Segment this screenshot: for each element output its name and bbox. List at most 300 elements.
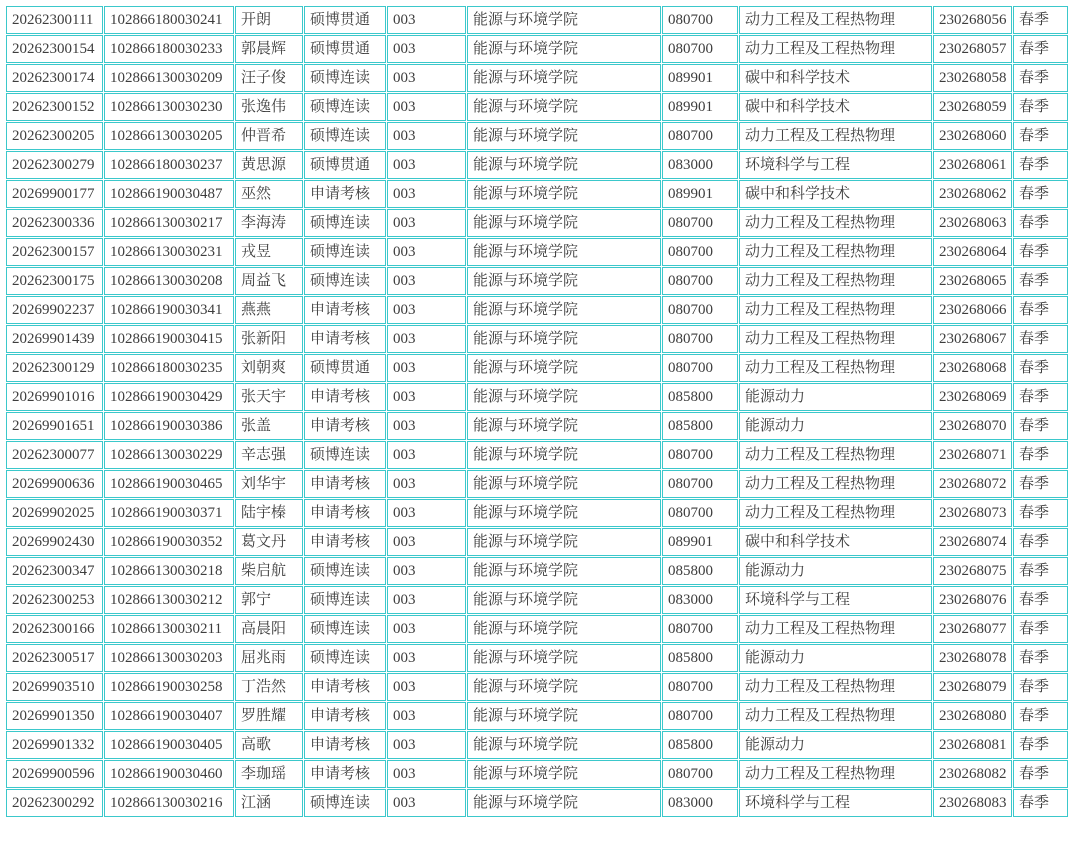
table-row: [6, 6, 1068, 34]
cell-college: 能源与环境学院: [467, 441, 661, 469]
cell-semester: 春季: [1013, 644, 1068, 672]
cell-serial-number: 230268063: [933, 209, 1012, 237]
cell-admission-type: 申请考核: [304, 702, 386, 730]
cell-department-code: 003: [387, 35, 466, 63]
cell-college: 能源与环境学院: [467, 412, 661, 440]
cell-department-code: 003: [387, 151, 466, 179]
cell-major-name: 能源动力: [739, 412, 932, 440]
cell-college: 能源与环境学院: [467, 760, 661, 788]
cell-serial-number: 230268069: [933, 383, 1012, 411]
cell-serial-number: 230268074: [933, 528, 1012, 556]
cell-name: 柴启航: [235, 557, 303, 585]
cell-name: 燕燕: [235, 296, 303, 324]
table-row: [6, 673, 1068, 701]
cell-major-code: 080700: [662, 209, 738, 237]
cell-name: 戎昱: [235, 238, 303, 266]
cell-major-name: 能源动力: [739, 383, 932, 411]
cell-college: 能源与环境学院: [467, 528, 661, 556]
cell-name: 李珈瑶: [235, 760, 303, 788]
cell-student-id: 20269901016: [6, 383, 103, 411]
cell-semester: 春季: [1013, 731, 1068, 759]
cell-college: 能源与环境学院: [467, 354, 661, 382]
cell-serial-number: 230268070: [933, 412, 1012, 440]
cell-student-id: 20269901651: [6, 412, 103, 440]
cell-admission-type: 硕博连读: [304, 557, 386, 585]
cell-admission-type: 硕博贯通: [304, 354, 386, 382]
table-row: [6, 441, 1068, 469]
cell-serial-number: 230268066: [933, 296, 1012, 324]
cell-major-name: 环境科学与工程: [739, 586, 932, 614]
cell-student-id: 20262300279: [6, 151, 103, 179]
cell-major-code: 089901: [662, 64, 738, 92]
cell-name: 高晨阳: [235, 615, 303, 643]
cell-major-name: 能源动力: [739, 557, 932, 585]
cell-major-code: 080700: [662, 470, 738, 498]
cell-student-id: 20262300166: [6, 615, 103, 643]
cell-department-code: 003: [387, 267, 466, 295]
cell-major-name: 动力工程及工程热物理: [739, 122, 932, 150]
cell-department-code: 003: [387, 6, 466, 34]
table-row: [6, 586, 1068, 614]
cell-department-code: 003: [387, 470, 466, 498]
cell-admission-type: 硕博连读: [304, 789, 386, 817]
table-row: [6, 470, 1068, 498]
cell-major-code: 080700: [662, 615, 738, 643]
cell-candidate-number: 102866130030203: [104, 644, 234, 672]
cell-student-id: 20269901439: [6, 325, 103, 353]
cell-major-name: 碳中和科学技术: [739, 64, 932, 92]
cell-department-code: 003: [387, 760, 466, 788]
cell-admission-type: 硕博连读: [304, 267, 386, 295]
cell-student-id: 20269901350: [6, 702, 103, 730]
cell-college: 能源与环境学院: [467, 702, 661, 730]
cell-serial-number: 230268059: [933, 93, 1012, 121]
table-row: [6, 296, 1068, 324]
table-row: [6, 789, 1068, 817]
cell-department-code: 003: [387, 528, 466, 556]
cell-admission-type: 申请考核: [304, 296, 386, 324]
cell-student-id: 20269902237: [6, 296, 103, 324]
cell-student-id: 20262300111: [6, 6, 103, 34]
cell-department-code: 003: [387, 731, 466, 759]
cell-serial-number: 230268078: [933, 644, 1012, 672]
cell-candidate-number: 102866180030241: [104, 6, 234, 34]
cell-name: 张新阳: [235, 325, 303, 353]
table-row: [6, 238, 1068, 266]
cell-admission-type: 申请考核: [304, 731, 386, 759]
cell-student-id: 20262300077: [6, 441, 103, 469]
cell-candidate-number: 102866190030386: [104, 412, 234, 440]
cell-department-code: 003: [387, 354, 466, 382]
cell-serial-number: 230268077: [933, 615, 1012, 643]
cell-admission-type: 硕博连读: [304, 586, 386, 614]
cell-name: 刘华宇: [235, 470, 303, 498]
table-row: [6, 702, 1068, 730]
cell-student-id: 20269902430: [6, 528, 103, 556]
cell-major-name: 动力工程及工程热物理: [739, 296, 932, 324]
cell-major-code: 080700: [662, 441, 738, 469]
cell-semester: 春季: [1013, 64, 1068, 92]
cell-candidate-number: 102866190030415: [104, 325, 234, 353]
cell-candidate-number: 102866190030341: [104, 296, 234, 324]
cell-admission-type: 申请考核: [304, 412, 386, 440]
cell-semester: 春季: [1013, 93, 1068, 121]
cell-student-id: 20262300174: [6, 64, 103, 92]
cell-serial-number: 230268058: [933, 64, 1012, 92]
cell-major-name: 动力工程及工程热物理: [739, 238, 932, 266]
cell-college: 能源与环境学院: [467, 180, 661, 208]
cell-major-code: 080700: [662, 499, 738, 527]
cell-student-id: 20269900177: [6, 180, 103, 208]
cell-semester: 春季: [1013, 499, 1068, 527]
cell-department-code: 003: [387, 557, 466, 585]
cell-serial-number: 230268064: [933, 238, 1012, 266]
cell-major-name: 能源动力: [739, 644, 932, 672]
cell-candidate-number: 102866130030216: [104, 789, 234, 817]
cell-serial-number: 230268062: [933, 180, 1012, 208]
cell-college: 能源与环境学院: [467, 93, 661, 121]
cell-major-name: 动力工程及工程热物理: [739, 441, 932, 469]
cell-serial-number: 230268082: [933, 760, 1012, 788]
cell-department-code: 003: [387, 93, 466, 121]
cell-semester: 春季: [1013, 383, 1068, 411]
cell-serial-number: 230268075: [933, 557, 1012, 585]
cell-department-code: 003: [387, 325, 466, 353]
cell-admission-type: 硕博连读: [304, 238, 386, 266]
table-row: [6, 499, 1068, 527]
cell-student-id: 20262300336: [6, 209, 103, 237]
cell-admission-type: 硕博贯通: [304, 35, 386, 63]
cell-admission-type: 申请考核: [304, 528, 386, 556]
cell-student-id: 20262300292: [6, 789, 103, 817]
cell-department-code: 003: [387, 702, 466, 730]
cell-candidate-number: 102866130030231: [104, 238, 234, 266]
cell-college: 能源与环境学院: [467, 267, 661, 295]
cell-major-name: 动力工程及工程热物理: [739, 325, 932, 353]
cell-admission-type: 硕博连读: [304, 644, 386, 672]
cell-major-name: 动力工程及工程热物理: [739, 6, 932, 34]
cell-name: 江涵: [235, 789, 303, 817]
cell-college: 能源与环境学院: [467, 499, 661, 527]
cell-name: 罗胜耀: [235, 702, 303, 730]
cell-student-id: 20262300157: [6, 238, 103, 266]
cell-admission-type: 硕博连读: [304, 441, 386, 469]
cell-admission-type: 硕博连读: [304, 209, 386, 237]
cell-semester: 春季: [1013, 528, 1068, 556]
cell-candidate-number: 102866190030352: [104, 528, 234, 556]
cell-major-code: 080700: [662, 760, 738, 788]
cell-department-code: 003: [387, 180, 466, 208]
table-row: [6, 93, 1068, 121]
cell-college: 能源与环境学院: [467, 151, 661, 179]
cell-college: 能源与环境学院: [467, 789, 661, 817]
table-row: [6, 354, 1068, 382]
cell-candidate-number: 102866130030229: [104, 441, 234, 469]
cell-major-code: 085800: [662, 731, 738, 759]
cell-admission-type: 申请考核: [304, 760, 386, 788]
cell-college: 能源与环境学院: [467, 325, 661, 353]
table-row: [6, 557, 1068, 585]
cell-candidate-number: 102866190030371: [104, 499, 234, 527]
cell-admission-type: 申请考核: [304, 325, 386, 353]
cell-name: 黄思源: [235, 151, 303, 179]
cell-college: 能源与环境学院: [467, 673, 661, 701]
table-row: [6, 267, 1068, 295]
cell-candidate-number: 102866130030230: [104, 93, 234, 121]
cell-college: 能源与环境学院: [467, 209, 661, 237]
cell-semester: 春季: [1013, 122, 1068, 150]
cell-major-name: 环境科学与工程: [739, 151, 932, 179]
cell-admission-type: 硕博连读: [304, 64, 386, 92]
cell-serial-number: 230268057: [933, 35, 1012, 63]
cell-college: 能源与环境学院: [467, 122, 661, 150]
cell-candidate-number: 102866190030487: [104, 180, 234, 208]
admissions-table: [5, 5, 1069, 818]
cell-student-id: 20262300152: [6, 93, 103, 121]
cell-name: 周益飞: [235, 267, 303, 295]
cell-semester: 春季: [1013, 35, 1068, 63]
cell-major-code: 080700: [662, 702, 738, 730]
table-row: [6, 528, 1068, 556]
cell-semester: 春季: [1013, 354, 1068, 382]
cell-semester: 春季: [1013, 151, 1068, 179]
cell-name: 辛志强: [235, 441, 303, 469]
cell-candidate-number: 102866190030429: [104, 383, 234, 411]
cell-serial-number: 230268056: [933, 6, 1012, 34]
table-row: [6, 383, 1068, 411]
cell-college: 能源与环境学院: [467, 296, 661, 324]
cell-major-code: 080700: [662, 6, 738, 34]
cell-serial-number: 230268065: [933, 267, 1012, 295]
cell-college: 能源与环境学院: [467, 731, 661, 759]
cell-student-id: 20269900636: [6, 470, 103, 498]
cell-major-code: 085800: [662, 644, 738, 672]
cell-serial-number: 230268072: [933, 470, 1012, 498]
table-row: [6, 64, 1068, 92]
table-row: [6, 731, 1068, 759]
admissions-table-body: [6, 6, 1068, 817]
cell-college: 能源与环境学院: [467, 586, 661, 614]
cell-candidate-number: 102866130030217: [104, 209, 234, 237]
cell-semester: 春季: [1013, 441, 1068, 469]
cell-major-code: 080700: [662, 267, 738, 295]
cell-major-code: 089901: [662, 528, 738, 556]
cell-admission-type: 申请考核: [304, 673, 386, 701]
cell-serial-number: 230268081: [933, 731, 1012, 759]
cell-semester: 春季: [1013, 673, 1068, 701]
cell-name: 高歌: [235, 731, 303, 759]
cell-college: 能源与环境学院: [467, 557, 661, 585]
cell-major-code: 080700: [662, 238, 738, 266]
cell-department-code: 003: [387, 615, 466, 643]
cell-name: 刘朝爽: [235, 354, 303, 382]
cell-major-name: 动力工程及工程热物理: [739, 470, 932, 498]
cell-candidate-number: 102866130030209: [104, 64, 234, 92]
cell-major-code: 080700: [662, 296, 738, 324]
cell-major-name: 碳中和科学技术: [739, 528, 932, 556]
cell-name: 巫然: [235, 180, 303, 208]
cell-name: 张逸伟: [235, 93, 303, 121]
cell-name: 陆宇榛: [235, 499, 303, 527]
cell-student-id: 20269901332: [6, 731, 103, 759]
cell-serial-number: 230268080: [933, 702, 1012, 730]
cell-major-code: 080700: [662, 122, 738, 150]
cell-name: 张盖: [235, 412, 303, 440]
cell-major-name: 动力工程及工程热物理: [739, 267, 932, 295]
cell-major-name: 动力工程及工程热物理: [739, 354, 932, 382]
cell-department-code: 003: [387, 499, 466, 527]
cell-semester: 春季: [1013, 615, 1068, 643]
cell-major-name: 动力工程及工程热物理: [739, 35, 932, 63]
cell-serial-number: 230268068: [933, 354, 1012, 382]
cell-major-name: 环境科学与工程: [739, 789, 932, 817]
cell-student-id: 20262300154: [6, 35, 103, 63]
cell-serial-number: 230268076: [933, 586, 1012, 614]
table-row: [6, 760, 1068, 788]
cell-department-code: 003: [387, 209, 466, 237]
cell-admission-type: 申请考核: [304, 470, 386, 498]
cell-student-id: 20262300347: [6, 557, 103, 585]
table-row: [6, 412, 1068, 440]
cell-major-code: 080700: [662, 673, 738, 701]
cell-serial-number: 230268067: [933, 325, 1012, 353]
cell-department-code: 003: [387, 789, 466, 817]
cell-candidate-number: 102866180030235: [104, 354, 234, 382]
table-row: [6, 209, 1068, 237]
cell-college: 能源与环境学院: [467, 6, 661, 34]
cell-admission-type: 硕博贯通: [304, 151, 386, 179]
cell-student-id: 20262300129: [6, 354, 103, 382]
cell-candidate-number: 102866130030212: [104, 586, 234, 614]
cell-student-id: 20262300205: [6, 122, 103, 150]
cell-major-name: 动力工程及工程热物理: [739, 673, 932, 701]
cell-department-code: 003: [387, 238, 466, 266]
cell-name: 葛文丹: [235, 528, 303, 556]
cell-candidate-number: 102866180030233: [104, 35, 234, 63]
table-row: [6, 325, 1068, 353]
cell-name: 张天宇: [235, 383, 303, 411]
cell-college: 能源与环境学院: [467, 383, 661, 411]
cell-name: 汪子俊: [235, 64, 303, 92]
cell-major-name: 动力工程及工程热物理: [739, 209, 932, 237]
cell-major-name: 碳中和科学技术: [739, 180, 932, 208]
table-row: [6, 151, 1068, 179]
table-row: [6, 644, 1068, 672]
cell-admission-type: 硕博连读: [304, 122, 386, 150]
cell-candidate-number: 102866190030405: [104, 731, 234, 759]
cell-semester: 春季: [1013, 6, 1068, 34]
cell-department-code: 003: [387, 412, 466, 440]
table-row: [6, 35, 1068, 63]
cell-major-code: 083000: [662, 789, 738, 817]
cell-major-code: 085800: [662, 383, 738, 411]
cell-department-code: 003: [387, 441, 466, 469]
cell-major-code: 083000: [662, 586, 738, 614]
cell-department-code: 003: [387, 296, 466, 324]
table-row: [6, 615, 1068, 643]
cell-semester: 春季: [1013, 702, 1068, 730]
cell-serial-number: 230268060: [933, 122, 1012, 150]
cell-major-name: 动力工程及工程热物理: [739, 702, 932, 730]
cell-college: 能源与环境学院: [467, 64, 661, 92]
cell-candidate-number: 102866190030465: [104, 470, 234, 498]
cell-major-name: 动力工程及工程热物理: [739, 760, 932, 788]
cell-major-code: 089901: [662, 93, 738, 121]
cell-name: 开朗: [235, 6, 303, 34]
cell-semester: 春季: [1013, 296, 1068, 324]
cell-admission-type: 申请考核: [304, 180, 386, 208]
cell-department-code: 003: [387, 673, 466, 701]
cell-department-code: 003: [387, 644, 466, 672]
cell-candidate-number: 102866190030407: [104, 702, 234, 730]
cell-semester: 春季: [1013, 586, 1068, 614]
cell-admission-type: 申请考核: [304, 499, 386, 527]
cell-serial-number: 230268083: [933, 789, 1012, 817]
cell-serial-number: 230268073: [933, 499, 1012, 527]
cell-student-id: 20269900596: [6, 760, 103, 788]
cell-candidate-number: 102866190030258: [104, 673, 234, 701]
cell-major-code: 089901: [662, 180, 738, 208]
cell-name: 屈兆雨: [235, 644, 303, 672]
cell-major-code: 083000: [662, 151, 738, 179]
cell-semester: 春季: [1013, 238, 1068, 266]
cell-admission-type: 硕博贯通: [304, 6, 386, 34]
cell-semester: 春季: [1013, 557, 1068, 585]
cell-department-code: 003: [387, 586, 466, 614]
cell-candidate-number: 102866130030211: [104, 615, 234, 643]
cell-college: 能源与环境学院: [467, 470, 661, 498]
cell-college: 能源与环境学院: [467, 35, 661, 63]
cell-major-name: 动力工程及工程热物理: [739, 615, 932, 643]
cell-name: 丁浩然: [235, 673, 303, 701]
cell-semester: 春季: [1013, 325, 1068, 353]
cell-major-name: 能源动力: [739, 731, 932, 759]
cell-admission-type: 硕博连读: [304, 93, 386, 121]
cell-college: 能源与环境学院: [467, 644, 661, 672]
cell-college: 能源与环境学院: [467, 615, 661, 643]
cell-serial-number: 230268061: [933, 151, 1012, 179]
cell-candidate-number: 102866130030205: [104, 122, 234, 150]
cell-admission-type: 硕博连读: [304, 615, 386, 643]
cell-admission-type: 申请考核: [304, 383, 386, 411]
cell-department-code: 003: [387, 383, 466, 411]
cell-semester: 春季: [1013, 209, 1068, 237]
cell-name: 仲晋希: [235, 122, 303, 150]
cell-student-id: 20269903510: [6, 673, 103, 701]
cell-major-code: 080700: [662, 354, 738, 382]
cell-name: 郭晨辉: [235, 35, 303, 63]
cell-student-id: 20269902025: [6, 499, 103, 527]
cell-college: 能源与环境学院: [467, 238, 661, 266]
cell-semester: 春季: [1013, 267, 1068, 295]
cell-semester: 春季: [1013, 470, 1068, 498]
cell-name: 郭宁: [235, 586, 303, 614]
cell-major-code: 080700: [662, 325, 738, 353]
cell-major-code: 085800: [662, 412, 738, 440]
cell-student-id: 20262300175: [6, 267, 103, 295]
cell-semester: 春季: [1013, 180, 1068, 208]
table-row: [6, 122, 1068, 150]
cell-department-code: 003: [387, 64, 466, 92]
cell-major-code: 080700: [662, 35, 738, 63]
table-row: [6, 180, 1068, 208]
cell-serial-number: 230268071: [933, 441, 1012, 469]
cell-candidate-number: 102866130030208: [104, 267, 234, 295]
cell-semester: 春季: [1013, 412, 1068, 440]
cell-semester: 春季: [1013, 760, 1068, 788]
cell-candidate-number: 102866130030218: [104, 557, 234, 585]
cell-major-name: 动力工程及工程热物理: [739, 499, 932, 527]
